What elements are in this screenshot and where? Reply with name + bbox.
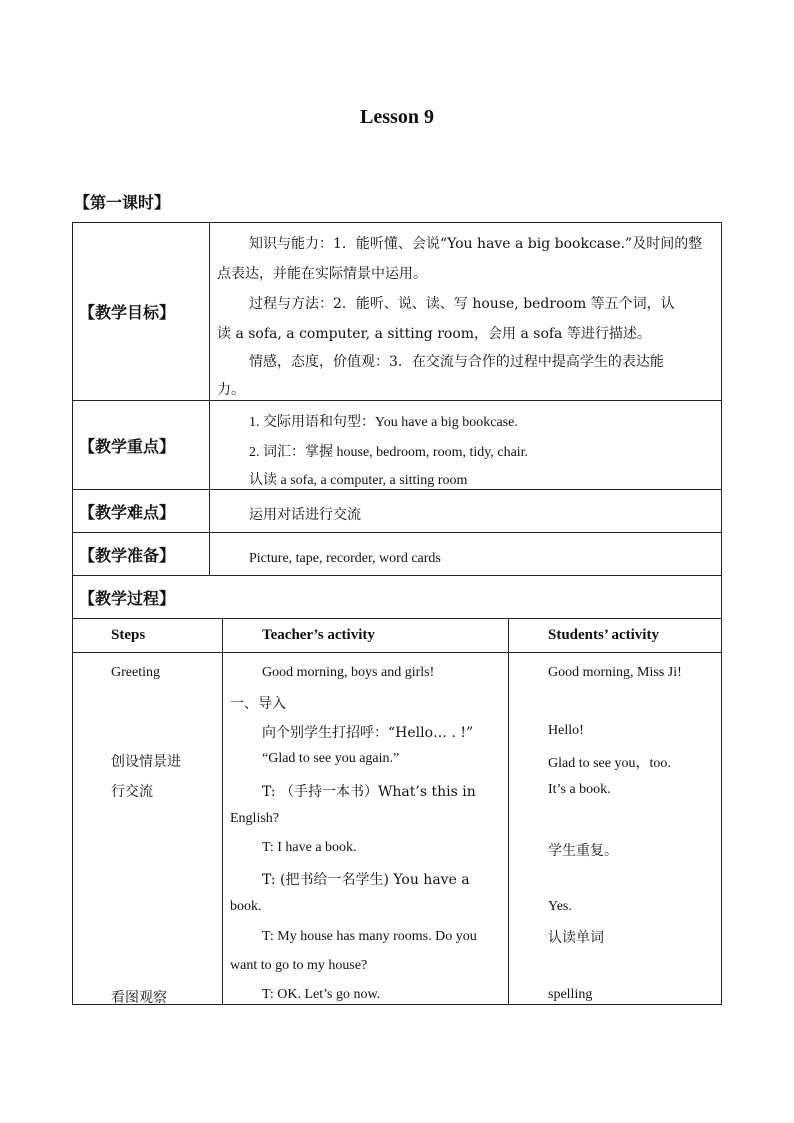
teacher-line: 向个别学生打招呼：“Hello… . !” <box>262 725 474 741</box>
teacher-line: T: My house has many rooms. Do you <box>262 929 477 944</box>
teacher-line: Good morning, boys and girls! <box>262 665 435 680</box>
process-title-row <box>73 576 721 619</box>
student-line: Good morning, Miss Ji! <box>548 665 682 680</box>
step-situation: 创设情景进 <box>111 754 181 770</box>
difficulties-label: 【教学难点】 <box>73 490 210 532</box>
process-label: 【教学过程】 <box>79 589 176 608</box>
objective-line: 过程与方法：2．能听、说、读、写 house, bedroom 等五个词，认 <box>249 296 675 312</box>
step-situation-cont: 行交流 <box>111 784 153 800</box>
objective-line: 点表达，并能在实际情景中运用。 <box>217 266 427 282</box>
teacher-line: T: OK. Let’s go now. <box>262 987 381 1002</box>
teacher-line: 一、导入 <box>230 696 286 712</box>
header-steps: Steps <box>111 627 146 643</box>
objectives-row <box>73 223 721 401</box>
objective-line: 读 a sofa, a computer, a sitting room，会用 a sofa 等进行描述。 <box>217 326 651 342</box>
student-line: Yes. <box>548 899 572 914</box>
step-greeting: Greeting <box>111 665 160 680</box>
header-students: Students’ activity <box>548 627 659 643</box>
teacher-line: want to go to my house? <box>230 958 368 973</box>
student-line: It’s a book. <box>548 782 611 797</box>
process-header-row <box>73 619 721 653</box>
difficulties-text: 运用对话进行交流 <box>249 507 361 523</box>
teacher-line: “Glad to see you again.” <box>262 751 400 766</box>
header-teacher: Teacher’s activity <box>262 627 375 643</box>
key-point-line: 2. 词汇：掌握 house, bedroom, room, tidy, chair. <box>249 445 529 460</box>
key-point-line: 认读 a sofa, a computer, a sitting room <box>249 473 468 488</box>
key-points-label: 【教学重点】 <box>73 401 210 489</box>
student-line: Glad to see you，too. <box>548 756 671 771</box>
objectives-content <box>211 223 721 400</box>
teacher-line: T: (把书给一名学生) You have a <box>262 872 470 888</box>
process-body-row <box>73 653 721 1005</box>
preparation-label: 【教学准备】 <box>73 533 210 575</box>
difficulties-row <box>73 490 721 533</box>
key-points-row <box>73 401 721 490</box>
student-line: 认读单词 <box>548 930 604 946</box>
period-label: 【第一课时】 <box>74 193 171 212</box>
teacher-line: T: （手持一本书）What’s this in <box>262 784 476 800</box>
teacher-line: book. <box>230 899 262 914</box>
document-title: Lesson 9 <box>360 106 434 128</box>
student-line: Hello! <box>548 723 584 738</box>
teacher-line: English? <box>230 811 279 826</box>
difficulties-content <box>211 490 721 532</box>
student-line: spelling <box>548 987 593 1002</box>
preparation-text: Picture, tape, recorder, word cards <box>249 551 441 566</box>
objective-line: 知识与能力：1．能听懂、会说“You have a big bookcase.”及时间的整 <box>249 236 703 252</box>
teacher-line: T: I have a book. <box>262 840 357 855</box>
objectives-label: 【教学目标】 <box>73 223 210 400</box>
step-observe: 看图观察 <box>111 990 167 1006</box>
objective-line: 情感，态度，价值观：3．在交流与合作的过程中提高学生的表达能 <box>249 354 664 370</box>
lesson-plan-table <box>72 222 722 1005</box>
preparation-content <box>211 533 721 575</box>
preparation-row <box>73 533 721 576</box>
key-point-line: 1. 交际用语和句型：You have a big bookcase. <box>249 415 518 430</box>
key-points-content <box>211 401 721 489</box>
student-line: 学生重复。 <box>548 843 618 859</box>
objective-line: 力。 <box>217 382 245 398</box>
